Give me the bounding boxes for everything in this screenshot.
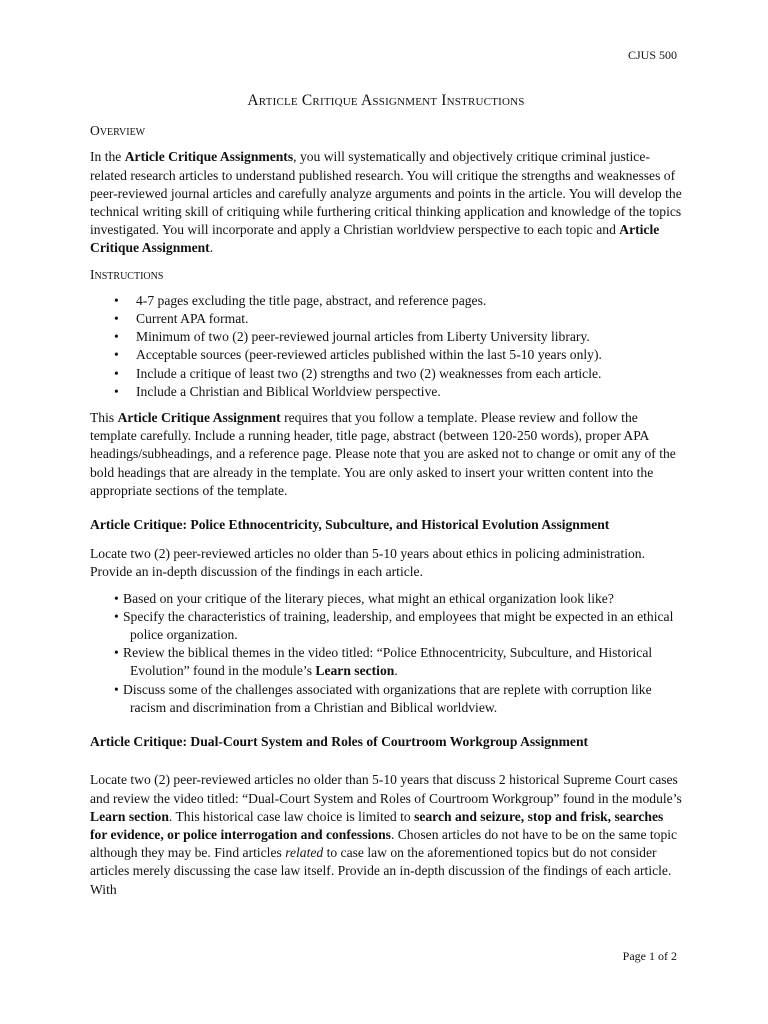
template-paragraph: This Article Critique Assignment requires that you follow a template. Please review and follow the template carefully. Include a running header, title page, abstract (between 120-250 words), proper APA headings/subheadings, and a reference page. Please note that you are asked not to change or omit any of the bold headings that are already in the template. You are only asked to insert your written content into the appropriate sections of the template. [90, 410, 676, 498]
course-code: CJUS 500 [627, 48, 677, 62]
document-body [90, 92, 682, 907]
assignment2-paragraph: Locate two (2) peer-reviewed articles no older than 5-10 years that discuss 2 historical Supreme Court cases and review the video titled: “Dual-Court System and Roles of Courtroom Workgroup” found in the module’s Learn section. This historical case law choice is limited to search and seizure, stop and frisk, searches for evidence, or police interrogation and confessions. Chosen articles do not have to be on the same topic although they may be. Find articles related to case law on the aforementioned topics but do not consider articles merely discussing the case law itself. Provide an in-depth discussion of the findings of each article. With [90, 772, 682, 897]
list-item: • Include a Christian and Biblical Worldview perspective. [90, 383, 682, 401]
list-item: • Minimum of two (2) peer-reviewed journal articles from Liberty University library. [90, 328, 682, 346]
page-title: Article Critique Assignment Instructions [247, 92, 525, 109]
list-item: • 4-7 pages excluding the title page, abstract, and reference pages. [90, 292, 682, 310]
assignment2-heading: Article Critique: Dual-Court System and Roles of Courtroom Workgroup Assignment [90, 734, 589, 750]
page-number: Page 1 of 2 [622, 949, 677, 963]
list-item: • Review the biblical themes in the video titled: “Police Ethnocentricity, Subculture, and Historical Evolution” found in the module’s Learn section. [90, 644, 682, 680]
list-item: • Current APA format. [90, 310, 682, 328]
list-item: • Specify the characteristics of training, leadership, and employees that might be expected in an ethical police organization. [90, 608, 682, 644]
overview-heading: Overview [90, 123, 146, 139]
list-item: • Discuss some of the challenges associated with organizations that are replete with corruption like racism and discrimination from a Christian and Biblical worldview. [90, 681, 682, 717]
overview-paragraph: In the Article Critique Assignments, you will systematically and objectively critique criminal justice-related research articles to understand published research. You will critique the strengths and weaknesses of peer-reviewed journal articles and carefully analyze arguments and points in the article. You will develop the technical writing skill of critiquing while furthering critical thinking application and knowledge of the topics investigated. You will incorporate and apply a Christian worldview perspective to each topic and Article Critique Assignment. [90, 149, 682, 256]
list-item: • Acceptable sources (peer-reviewed articles published within the last 5-10 years only). [90, 346, 682, 364]
assignment1-intro: Locate two (2) peer-reviewed articles no older than 5-10 years about ethics in policing administration. Provide an in-depth discussion of the findings in each article. [90, 546, 645, 580]
instructions-heading: Instructions [90, 266, 164, 282]
instructions-list [90, 292, 682, 401]
list-item: • Include a critique of least two (2) strengths and two (2) weaknesses from each article. [90, 365, 682, 383]
list-item: • Based on your critique of the literary pieces, what might an ethical organization look like? [90, 590, 682, 608]
assignment1-heading: Article Critique: Police Ethnocentricity, Subculture, and Historical Evolution Assignment [90, 517, 610, 533]
assignment1-list [90, 590, 682, 717]
